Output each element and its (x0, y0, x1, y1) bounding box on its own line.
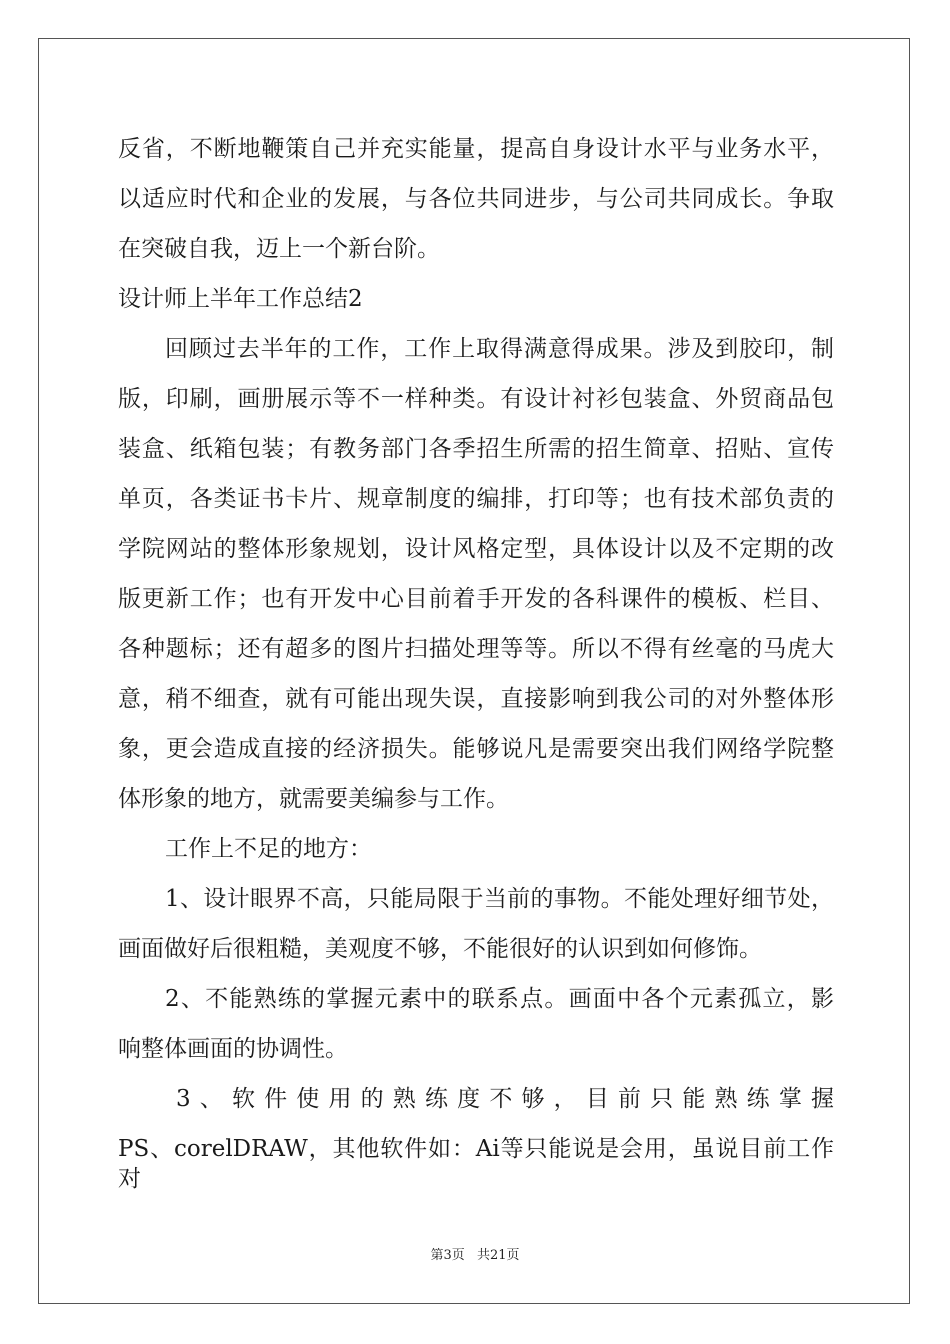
page-number: 第3页 (430, 1248, 465, 1263)
section-heading: 设计师上半年工作总结2 (118, 286, 363, 312)
text-line: 版更新工作；也有开发中心目前着手开发的各科课件的模板、栏目、 (118, 586, 834, 612)
text-line: 版，印刷，画册展示等不一样种类。有设计衬衫包装盒、外贸商品包 (118, 386, 834, 412)
text-line: 体形象的地方，就需要美编参与工作。 (118, 786, 509, 812)
text-line: 学院网站的整体形象规划，设计风格定型，具体设计以及不定期的改 (118, 536, 834, 562)
text-line: 响整体画面的协调性。 (118, 1036, 348, 1062)
text-line: PS、corelDRAW，其他软件如：Ai等只能说是会用，虽说目前工作对 (118, 1136, 834, 1192)
page-border (38, 38, 910, 1304)
text-line: 各种题标；还有超多的图片扫描处理等等。所以不得有丝毫的马虎大 (118, 636, 834, 662)
text-line: 象，更会造成直接的经济损失。能够说凡是需要突出我们网络学院整 (118, 736, 834, 762)
text-line: 反省，不断地鞭策自己并充实能量，提高自身设计水平与业务水平， (118, 136, 834, 162)
text-line: 在突破自我，迈上一个新台阶。 (118, 236, 440, 262)
text-line: 单页，各类证书卡片、规章制度的编排，打印等；也有技术部负责的 (118, 486, 834, 512)
text-line: 3、软件使用的熟练度不够，目前只能熟练掌握 (176, 1086, 834, 1112)
text-line: 工作上不足的地方： (165, 836, 372, 862)
page-footer (0, 1244, 950, 1263)
text-line: 画面做好后很粗糙，美观度不够，不能很好的认识到如何修饰。 (118, 936, 762, 962)
text-line: 2、不能熟练的掌握元素中的联系点。画面中各个元素孤立，影 (165, 986, 834, 1012)
page-total: 共21页 (476, 1248, 520, 1263)
text-line: 1、设计眼界不高，只能局限于当前的事物。不能处理好细节处， (165, 886, 834, 912)
text-line: 意，稍不细查，就有可能出现失误，直接影响到我公司的对外整体形 (118, 686, 834, 712)
text-line: 装盒、纸箱包装；有教务部门各季招生所需的招生简章、招贴、宣传 (118, 436, 834, 462)
text-line: 以适应时代和企业的发展，与各位共同进步，与公司共同成长。争取 (118, 186, 834, 212)
text-line: 回顾过去半年的工作，工作上取得满意得成果。涉及到胶印，制 (165, 336, 834, 362)
